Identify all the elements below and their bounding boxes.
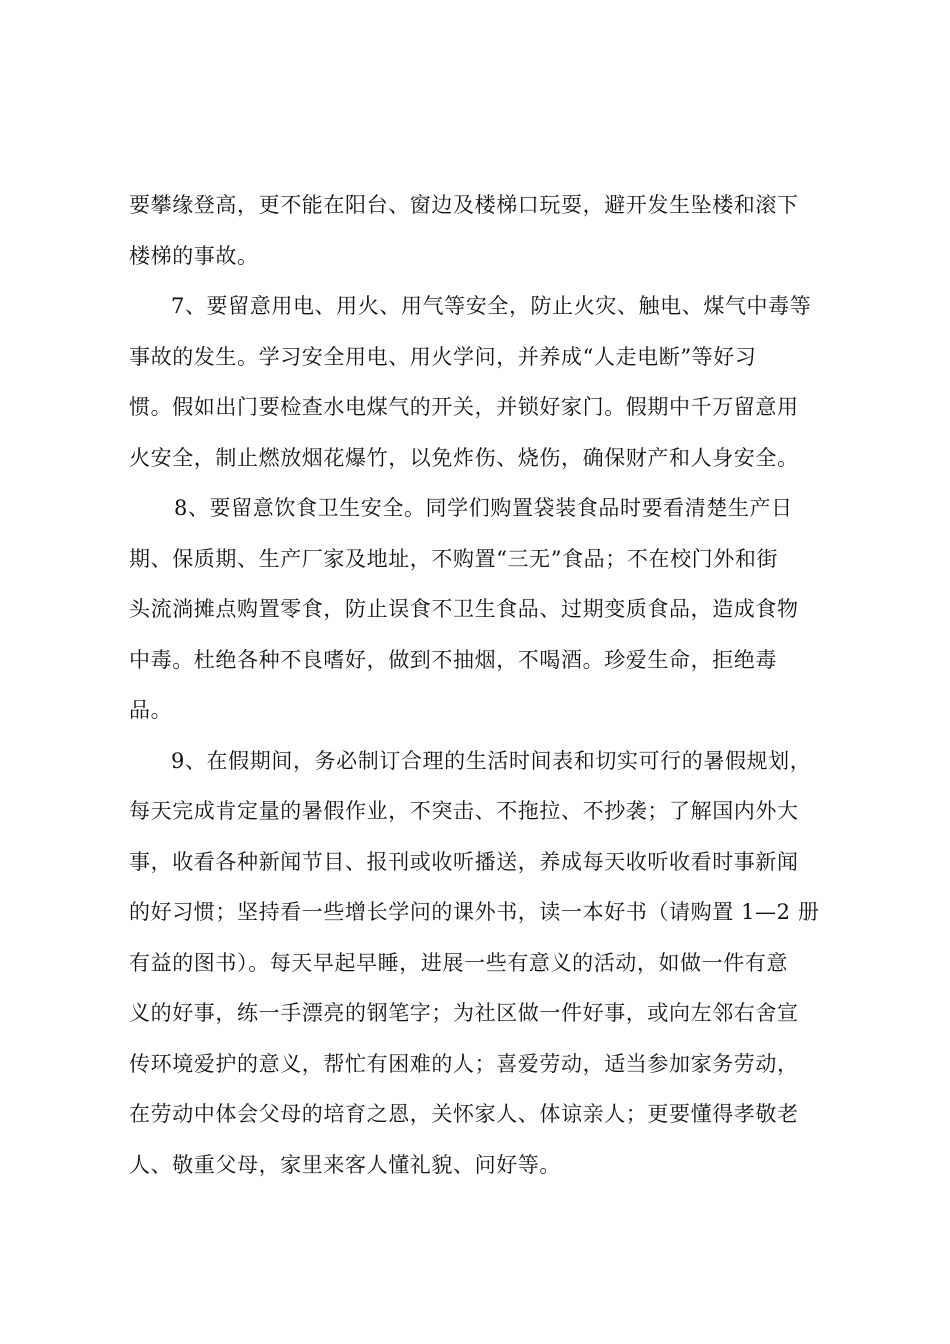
text-line: 在劳动中体会父母的培育之恩，关怀家人、体谅亲人；更要懂得孝敬老	[129, 1102, 799, 1126]
text-line: 中毒。杜绝各种不良嗜好，做到不抽烟，不喝酒。珍爱生命，拒绝毒	[129, 647, 777, 672]
text-line: 事，收看各种新闻节目、报刊或收听播送，养成每天收听收看时事新闻	[129, 849, 799, 874]
text-line: 火安全，制止燃放烟花爆竹，以免炸伤、烧伤，确保财产和人身安全。	[129, 445, 799, 470]
text-line: 楼梯的事故。	[129, 243, 259, 268]
text-line: 惯。假如出门要检查水电煤气的开关，并锁好家门。假期中千万留意用	[129, 395, 799, 419]
text-line: 每天完成肯定量的暑假作业，不突击、不拖拉、不抄袭；了解国内外大	[129, 799, 799, 823]
document-body	[129, 180, 829, 1190]
text-line: 人、敬重父母，家里来客人懂礼貌、问好等。	[129, 1152, 561, 1177]
paragraph-7-start: 7、要留意用电、用火、用气等安全，防止火灾、触电、煤气中毒等	[171, 294, 812, 318]
text-line: 的好习惯；坚持看一些增长学问的课外书，读一本好书（请购置 1—2 册	[129, 900, 820, 924]
text-line: 传环境爱护的意义，帮忙有困难的人；喜爱劳动，适当参加家务劳动，	[129, 1051, 799, 1076]
text-line: 要攀缘登高，更不能在阳台、窗边及楼梯口玩耍，避开发生坠楼和滚下	[129, 193, 799, 217]
paragraph-8-start: 8、要留意饮食卫生安全。同学们购置袋装食品时要看清楚生产日	[174, 496, 793, 520]
text-line: 头流淌摊点购置零食，防止误食不卫生食品、过期变质食品，造成食物	[129, 597, 799, 621]
text-line: 品。	[129, 698, 173, 722]
text-line: 期、保质期、生产厂家及地址，不购置“三无”食品；不在校门外和街	[129, 546, 779, 571]
text-line: 义的好事，练一手漂亮的钢笔字；为社区做一件好事，或向左邻右舍宣	[129, 1001, 799, 1025]
text-line: 有益的图书）。每天早起早睡，进展一些有意义的活动，如做一件有意	[129, 950, 789, 975]
paragraph-9-start: 9、在假期间，务必制订合理的生活时间表和切实可行的暑假规划，	[171, 748, 812, 773]
text-line: 事故的发生。学习安全用电、用火学问，并养成“人走电断”等好习	[129, 344, 757, 369]
